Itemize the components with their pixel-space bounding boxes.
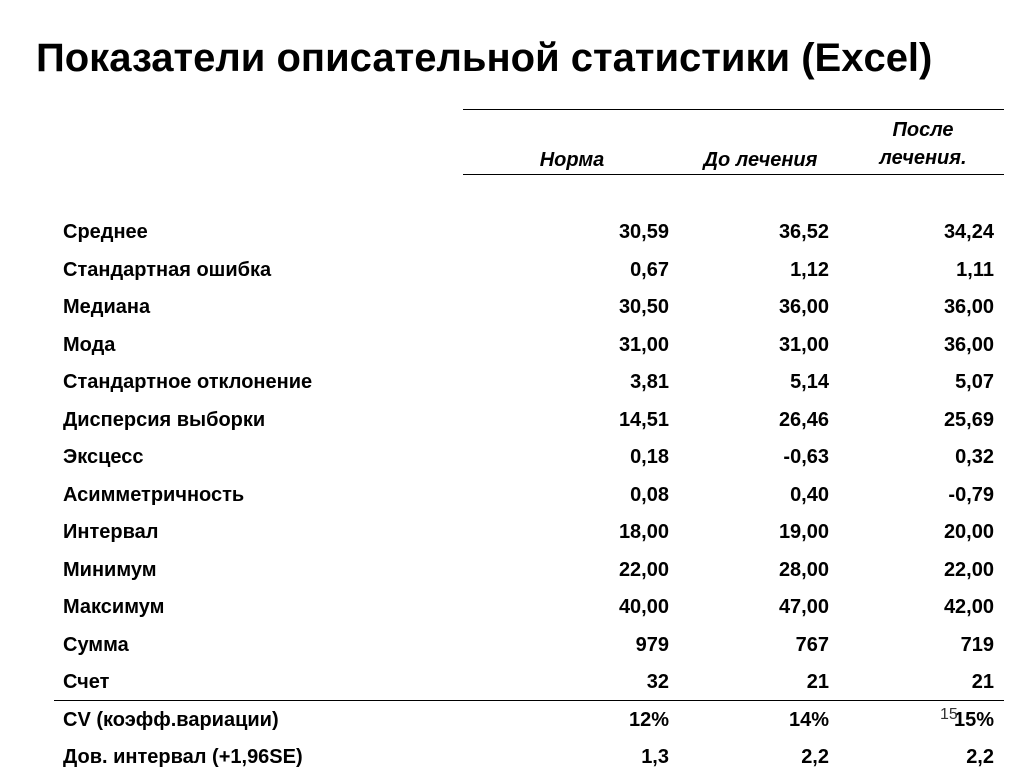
table-row [0,480,1024,510]
table-row [0,405,1024,435]
table-row [0,667,1024,697]
column-header-norma [512,118,632,174]
cell-value: 36,00 [943,296,994,318]
row-label: Счет [63,671,110,693]
row-label: Стандартная ошибка [63,258,272,281]
cell-value: 34,24 [943,221,994,243]
cell-value: 36,52 [778,221,829,243]
row-label: Медиана [63,296,151,318]
table-row [0,592,1024,622]
cell-value: 2,2 [801,746,829,768]
column-header-line1: После [892,119,954,141]
cell-value: 32 [646,671,669,693]
cell-value: 767 [795,633,829,656]
row-label: Эксцесс [63,446,144,468]
row-label: Дов. интервал (+1,96SE) [63,746,303,768]
cell-value: 1,12 [790,258,829,281]
cell-value: 14,51 [618,408,669,431]
row-label: Интервал [63,521,159,543]
table-header-rule [463,174,1004,175]
table-row [0,367,1024,397]
cell-value: 14% [788,708,829,731]
column-header-line1 [512,118,632,146]
cell-value: 1,11 [956,258,994,281]
cell-value: 0,08 [630,483,669,506]
row-label: Мода [63,333,116,356]
cell-value: 42,00 [943,596,994,618]
cell-value: 28,00 [778,558,829,581]
cell-value: 25,69 [943,408,994,431]
table-row [0,255,1024,285]
cell-value: -0,79 [948,483,994,506]
cell-value: 5,14 [790,371,829,393]
column-header-line1 [678,118,843,146]
row-label: Дисперсия выборки [63,408,266,431]
table-row [0,630,1024,660]
table-row [0,217,1024,247]
cell-value: 36,00 [943,333,994,356]
page-number: 15 [940,706,958,723]
cell-value: 47,00 [778,596,829,618]
row-label: Стандартное отклонение [63,371,313,393]
cell-value: 5,07 [955,371,994,393]
column-header-line2: Норма [539,149,605,171]
cell-value: 40,00 [618,596,669,618]
cell-value: 30,50 [618,296,669,318]
table-top-rule [463,109,1004,110]
cell-value: 3,81 [630,371,669,393]
column-header-before [678,118,843,174]
row-label: Асимметричность [63,483,245,506]
cell-value: 21 [971,671,994,693]
column-header-line2: До лечения [703,149,818,171]
row-label: Минимум [63,558,157,581]
cell-value: 20,00 [943,521,994,543]
table-row [0,517,1024,547]
cell-value: 12% [628,708,669,731]
cell-value: 30,59 [618,221,669,243]
column-header-after [858,116,988,172]
cell-value: 719 [960,633,994,656]
table-row [0,705,1024,735]
table-row [0,555,1024,585]
cell-value: 979 [635,633,669,656]
table-row [0,330,1024,360]
row-label: CV (коэфф.вариации) [63,708,279,731]
cell-value: 18,00 [618,521,669,543]
cell-value: 26,46 [778,408,829,431]
cell-value: 31,00 [618,333,669,356]
cell-value: 0,40 [790,483,829,506]
row-label: Сумма [63,633,129,656]
cell-value: 22,00 [618,558,669,581]
cell-value: 36,00 [778,296,829,318]
slide-title: Показатели описательной статистики (Excel) [36,36,933,80]
row-label: Среднее [63,221,148,243]
cell-value: 19,00 [778,521,829,543]
table-row [0,442,1024,472]
cell-value: -0,63 [783,446,829,468]
cell-value: 0,67 [630,258,669,281]
cell-value: 2,2 [966,746,994,768]
cell-value: 1,3 [641,746,669,768]
cell-value: 31,00 [778,333,829,356]
row-label: Максимум [63,596,165,618]
cell-value: 22,00 [943,558,994,581]
cell-value: 0,18 [630,446,669,468]
column-header-line2: лечения. [879,147,967,169]
cell-value: 15% [953,708,994,731]
table-summary-rule [54,700,1004,701]
cell-value: 21 [806,671,829,693]
cell-value: 0,32 [955,446,994,468]
table-row [0,292,1024,322]
